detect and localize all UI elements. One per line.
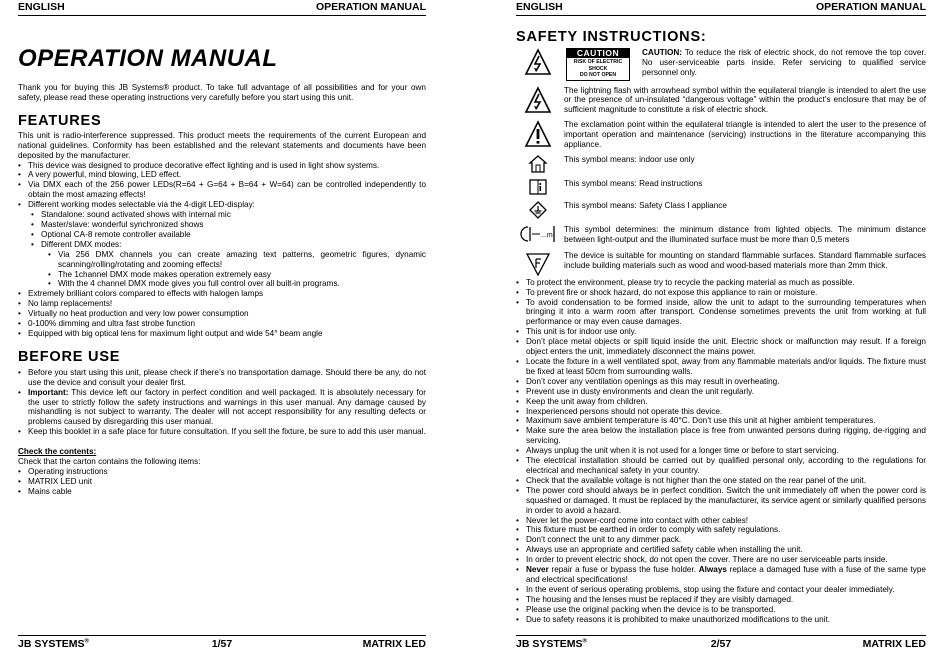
list-item: • Different DMX modes: xyxy=(31,240,426,250)
caution-bold: CAUTION: xyxy=(642,48,683,57)
symbol-text: The device is suitable for mounting on standard flammable surfaces. Standard flammable surfaces include building materials such as wood and wood-based materials more than 2mm thick. xyxy=(564,250,926,270)
important-label: Important: xyxy=(28,387,69,397)
list-item: • Keep the unit away from children. xyxy=(516,397,926,407)
always-label: Always xyxy=(698,565,727,575)
list-item: • This unit is for indoor use only. xyxy=(516,327,926,337)
contents-list xyxy=(18,467,426,497)
list-item: • This fixture must be earthed in order to comply with safety regulations. xyxy=(516,525,926,535)
header-title: OPERATION MANUAL xyxy=(815,1,926,13)
brand-name: JB SYSTEMS xyxy=(516,638,583,650)
list-item: • Don’t connect the unit to any dimmer pack. xyxy=(516,535,926,545)
list-item: • Please use the original packing when the device is to be transported. xyxy=(516,605,926,615)
list-item: • Optional CA-8 remote controller available xyxy=(31,230,426,240)
page-2-body xyxy=(516,29,926,624)
list-item: • Maximum save ambient temperature is 40°C. Don’t use this unit at higher ambient temperatures. xyxy=(516,416,926,426)
flammable-surface-icon xyxy=(516,251,560,277)
symbol-row xyxy=(516,225,926,245)
list-item: • Mains cable xyxy=(18,487,426,497)
symbol-text: This symbol means: indoor use only xyxy=(564,154,695,164)
list-item: • Don’t cover any ventilation openings as this may result in overheating. xyxy=(516,377,926,387)
list-item: • Check that the available voltage is not higher than the one stated on the rear panel of the unit. xyxy=(516,476,926,486)
page-1-body xyxy=(18,18,426,497)
list-item: • Virtually no heat production and very low power consumption xyxy=(18,309,426,319)
caution-label-box xyxy=(566,48,630,81)
symbol-text: This symbol means: Read instructions xyxy=(564,178,703,188)
page-title: OPERATION MANUAL xyxy=(18,45,278,72)
list-item: • No lamp replacements! xyxy=(18,299,426,309)
intro-paragraph: Thank you for buying this JB Systems® product. To take full advantage of all possibilities and for your own safety, please read these operating instructions very carefully before you start using this unit. xyxy=(18,83,426,102)
important-text: This device left our factory in perfect condition and well packaged. It is absolutely necessary for the user to strictly follow the safety instructions and warnings in this user manual. Any damage caused by mishandling is not subject to warranty. The dealer will not accept responsibility for any resulting defects or problems caused by disregarding this user manual. xyxy=(28,387,426,427)
list-item: • Make sure the area below the installation place is free from unwanted persons during rigging, de-rigging and servicing. xyxy=(516,426,926,446)
list-item: • With the 4 channel DMX mode gives you full control over all built-in programs. xyxy=(48,279,426,289)
page-header xyxy=(18,1,426,16)
caution-sub-line: DO NOT OPEN xyxy=(579,72,617,78)
lightning-triangle-icon xyxy=(516,48,560,76)
list-item: • Prevent use in dusty environments and clean the unit regularly. xyxy=(516,387,926,397)
caution-label: CAUTION xyxy=(566,48,630,58)
list-item: • A very powerful, mind blowing, LED effect. xyxy=(18,170,426,180)
fuse-text-end: replace a damaged fuse with a fuse of the same type and electrical specifications! xyxy=(526,565,926,584)
contents-heading: Check the contents: xyxy=(18,447,97,457)
never-label: Never xyxy=(526,565,549,575)
list-item: • Equipped with big optical lens for maximum light output and wide 54° beam angle xyxy=(18,329,426,339)
contents-intro: Check that the carton contains the following items: xyxy=(18,457,201,467)
list-item: • To prevent fire or shock hazard, do not expose this appliance to rain or moisture. xyxy=(516,288,926,298)
list-item: • Via 256 DMX channels you can create amazing text patterns, geometric figures, dynamic scanning/rolling/rotating and zooming effects! xyxy=(48,250,426,270)
before-use-list xyxy=(18,368,426,437)
symbol-row xyxy=(516,251,926,277)
exclamation-triangle-icon xyxy=(516,120,560,148)
brand-name: JB SYSTEMS xyxy=(18,638,85,650)
page-1 xyxy=(18,0,426,654)
footer-brand xyxy=(516,638,587,650)
symbol-text: This symbol means: Safety Class I appliance xyxy=(564,200,727,210)
list-item: • Always unplug the unit when it is not used for a longer time or before to start servicing. xyxy=(516,446,926,456)
modes-list xyxy=(18,210,426,250)
distance-icon-label: ...m xyxy=(541,231,553,239)
list-item: • To protect the environment, please try to recycle the packing material as much as possible. xyxy=(516,278,926,288)
list-item: • Operating instructions xyxy=(18,467,426,477)
list-item: • 0-100% dimming and ultra fast strobe function xyxy=(18,319,426,329)
list-item: • Before you start using this unit, please check if there’s no transportation damage. Should there be any, do not use the device and consult your dealer first. xyxy=(18,368,426,388)
read-instructions-icon xyxy=(516,179,560,195)
minimum-distance-icon xyxy=(516,225,560,243)
list-item: • Via DMX each of the 256 power LEDs(R=64 + G=64 + B=64 + W=64) can be controlled independently to obtain the most amazing effects! xyxy=(18,180,426,200)
page-2 xyxy=(516,0,926,654)
symbol-row xyxy=(516,120,926,150)
list-item: • In the event of serious operating problems, stop using the fixture and contact your dealer immediately. xyxy=(516,585,926,595)
page-number: 2/57 xyxy=(710,638,732,650)
list-item: • Due to safety reasons it is prohibited to make unauthorized modifications to the unit. xyxy=(516,615,926,625)
safety-class-icon xyxy=(516,201,560,219)
features-list-continued xyxy=(18,289,426,339)
symbol-row xyxy=(516,86,926,116)
caution-sub xyxy=(566,58,630,81)
caution-sub-line: RISK OF ELECTRIC SHOCK xyxy=(573,59,623,72)
list-item: • Don’t place metal objects or spill liquid inside the unit. Electric shock or malfunction may result. If a foreign object enters the unit, immediately disconnect the mains power. xyxy=(516,337,926,357)
header-language: ENGLISH xyxy=(18,1,65,13)
symbol-text: This symbol determines: the minimum distance from lighted objects. The minimum distance between light-output and the illuminated surface must be more than 0,5 meters xyxy=(564,224,926,244)
list-item: • The electrical installation should be carried out by qualified personal only, according to the regulations for electrical and mechanical safety in your country. xyxy=(516,456,926,476)
list-item: • Never let the power-cord come into contact with other cables! xyxy=(516,516,926,526)
footer-product: MATRIX LED xyxy=(862,638,926,650)
list-item: • To avoid condensation to be formed inside, allow the unit to adapt to the surrounding temperatures when bringing it into a warm room after transport. Condense sometimes prevents the unit from working at full performance or may even cause damages. xyxy=(516,298,926,328)
list-item: • Master/slave: wonderful synchronized shows xyxy=(31,220,426,230)
list-item: • The housing and the lenses must be replaced if they are visibly damaged. xyxy=(516,595,926,605)
list-item: • MATRIX LED unit xyxy=(18,477,426,487)
symbol-row xyxy=(516,155,926,173)
lightning-triangle-icon xyxy=(516,86,560,114)
page-header xyxy=(516,1,926,16)
page-number: 1/57 xyxy=(211,638,233,650)
list-item: • Inexperienced persons should not operate this device. xyxy=(516,407,926,417)
safety-rules-list xyxy=(516,278,926,625)
list-item: • This device was designed to produce decorative effect lighting and is used in light show systems. xyxy=(18,161,426,171)
list-item: • The power cord should always be in perfect condition. Switch the unit immediately off when the power cord is squashed or damaged. It must be replaced by the manufacturer, its service agent or similarly qualified persons in order to avoid a hazard. xyxy=(516,486,926,516)
page-footer xyxy=(18,635,426,652)
dmx-modes-list xyxy=(18,250,426,290)
symbol-text: The exclamation point within the equilateral triangle is intended to alert the user to the presence of important operation and maintenance (servicing) instructions in the literature accompanying this appliance. xyxy=(564,120,926,150)
list-item: • Locate the fixture in a well ventilated spot, away from any flammable materials and/or liquids. The fixture must be fixed at least 50cm from surrounding walls. xyxy=(516,357,926,377)
list-item: • Always use an appropriate and certified safety cable when installing the unit. xyxy=(516,545,926,555)
caution-row xyxy=(516,48,926,81)
list-item xyxy=(516,565,926,585)
list-item: • Keep this booklet in a safe place for future consultation. If you sell the fixture, be sure to add this user manual. xyxy=(18,427,426,437)
list-item: • Extremely brilliant colors compared to effects with halogen lamps xyxy=(18,289,426,299)
caution-body: To reduce the risk of electric shock, do not remove the top cover. No user-serviceable parts inside. Refer servicing to qualified service personnel only. xyxy=(642,48,926,77)
features-heading: FEATURES xyxy=(18,112,102,129)
footer-brand xyxy=(18,638,89,650)
list-item: • Different working modes selectable via the 4-digit LED-display: xyxy=(18,200,426,210)
symbol-row xyxy=(516,201,926,219)
indoor-house-icon xyxy=(516,155,560,173)
list-item: • The 1channel DMX mode makes operation extremely easy xyxy=(48,270,426,280)
header-language: ENGLISH xyxy=(516,1,563,13)
registered-mark: ® xyxy=(582,638,587,645)
before-use-heading: BEFORE USE xyxy=(18,348,121,365)
features-list xyxy=(18,161,426,211)
caution-text xyxy=(638,48,926,78)
symbol-text: The lightning flash with arrowhead symbol within the equilateral triangle is intended to alert the use or the presence of un-insulated “dangerous voltage” within the product’s enclosure that may be of sufficient magnitude to constitute a risk of electric shock. xyxy=(564,85,926,115)
fuse-text: repair a fuse or bypass the fuse holder. xyxy=(548,565,699,575)
page-footer xyxy=(516,635,926,652)
header-title: OPERATION MANUAL xyxy=(315,1,426,13)
features-intro: This unit is radio-interference suppressed. This product meets the requirements of the current European and national guidelines. Conformity has been established and the relevant statements and documents have been deposited by the manufacturer. xyxy=(18,130,426,160)
symbol-row xyxy=(516,179,926,195)
list-item xyxy=(18,388,426,428)
registered-mark: ® xyxy=(84,638,89,645)
safety-heading: SAFETY INSTRUCTIONS: xyxy=(516,29,707,45)
footer-product: MATRIX LED xyxy=(362,638,426,650)
list-item: • Standalone: sound activated shows with internal mic xyxy=(31,210,426,220)
list-item: • In order to prevent electric shock, do not open the cover. There are no user serviceable parts inside. xyxy=(516,555,926,565)
